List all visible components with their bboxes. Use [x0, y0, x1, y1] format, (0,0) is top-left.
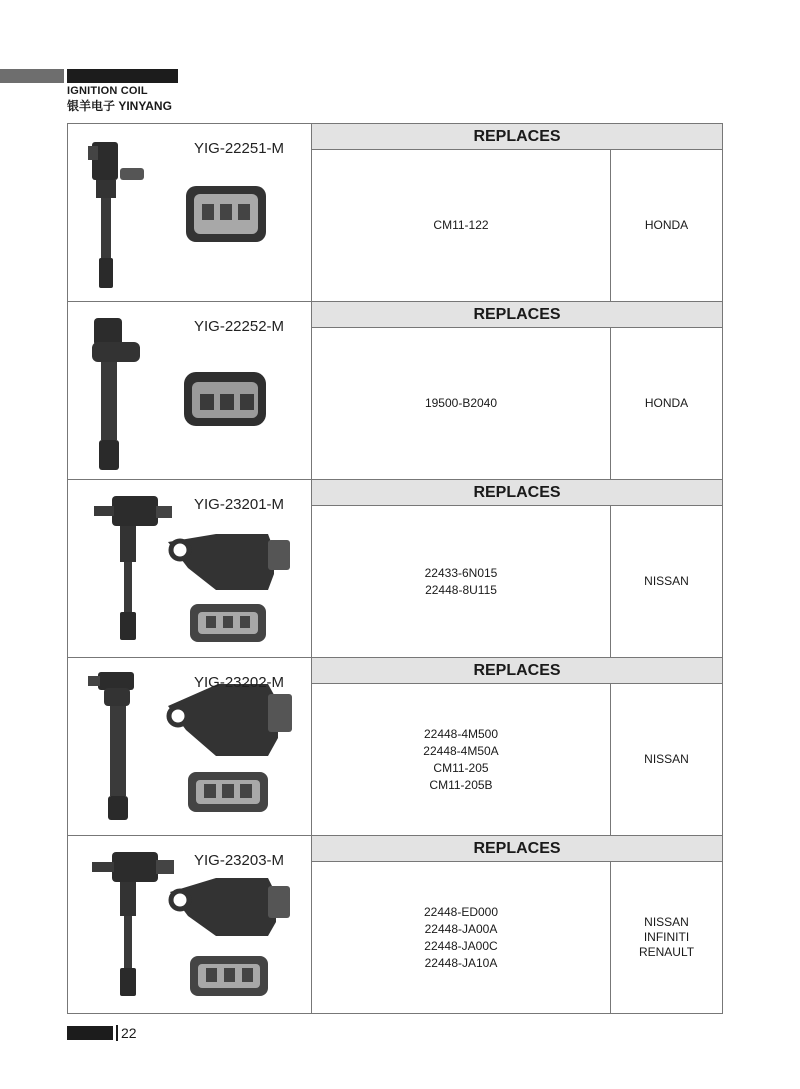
- oem-code: 22433-6N015: [424, 565, 498, 580]
- product-image-cell: [68, 302, 312, 479]
- vehicle-make: NISSAN: [644, 574, 689, 588]
- part-number: YIG-23203-M: [194, 852, 285, 869]
- section-title: IGNITION COIL: [67, 85, 148, 97]
- part-number: YIG-22252-M: [194, 318, 285, 335]
- vehicle-make: INFINITI: [643, 930, 690, 944]
- page-number: 22: [121, 1025, 137, 1041]
- vehicle-make: NISSAN: [644, 915, 689, 929]
- replaces-header: REPLACES: [312, 480, 722, 506]
- part-number: YIG-22251-M: [194, 140, 285, 157]
- oem-codes: [312, 328, 611, 479]
- vehicle-makes: [611, 862, 722, 1013]
- product-image-cell: [68, 124, 312, 301]
- vehicle-make: HONDA: [644, 218, 689, 232]
- footer-divider: [116, 1025, 118, 1041]
- product-row: [68, 302, 722, 480]
- product-image-cell: [68, 480, 312, 657]
- footer-bar: [67, 1026, 113, 1040]
- product-image-cell: [68, 836, 312, 1014]
- oem-code: CM11-205B: [429, 777, 493, 792]
- oem-code: 22448-ED000: [423, 904, 499, 919]
- vehicle-make: NISSAN: [644, 752, 689, 766]
- oem-code: 22448-4M500: [423, 726, 499, 741]
- vehicle-make: RENAULT: [638, 945, 695, 959]
- product-grid: [67, 123, 723, 1014]
- replaces-header: REPLACES: [312, 302, 722, 328]
- header-bar-dark: [67, 69, 178, 83]
- brand-title: 银羊电子 YINYANG: [67, 99, 172, 113]
- vehicle-makes: [611, 684, 722, 835]
- oem-code: 22448-8U115: [425, 582, 497, 597]
- product-row: [68, 124, 722, 302]
- product-row: [68, 836, 722, 1014]
- vehicle-makes: [611, 328, 722, 479]
- replaces-header: REPLACES: [312, 658, 722, 684]
- oem-code: 22448-JA00A: [424, 921, 498, 936]
- product-row: [68, 658, 722, 836]
- oem-code: 22448-JA00C: [424, 938, 498, 953]
- replaces-header: REPLACES: [312, 124, 722, 150]
- product-image-cell: [68, 658, 312, 835]
- vehicle-makes: [611, 506, 722, 657]
- replaces-header: REPLACES: [312, 836, 722, 862]
- oem-code: 22448-4M50A: [423, 743, 499, 758]
- oem-code: 22448-JA10A: [424, 955, 498, 970]
- oem-code: CM11-122: [433, 218, 489, 232]
- oem-codes: [312, 150, 611, 301]
- part-number: YIG-23201-M: [194, 496, 285, 513]
- vehicle-make: HONDA: [644, 396, 689, 410]
- part-number: YIG-23202-M: [194, 674, 285, 691]
- oem-codes: [312, 506, 611, 657]
- header-bar-gray: [0, 69, 64, 83]
- oem-code: CM11-205: [433, 760, 489, 775]
- oem-codes: [312, 862, 611, 1013]
- vehicle-makes: [611, 150, 722, 301]
- oem-code: 19500-B2040: [424, 396, 498, 410]
- oem-codes: [312, 684, 611, 835]
- product-row: [68, 480, 722, 658]
